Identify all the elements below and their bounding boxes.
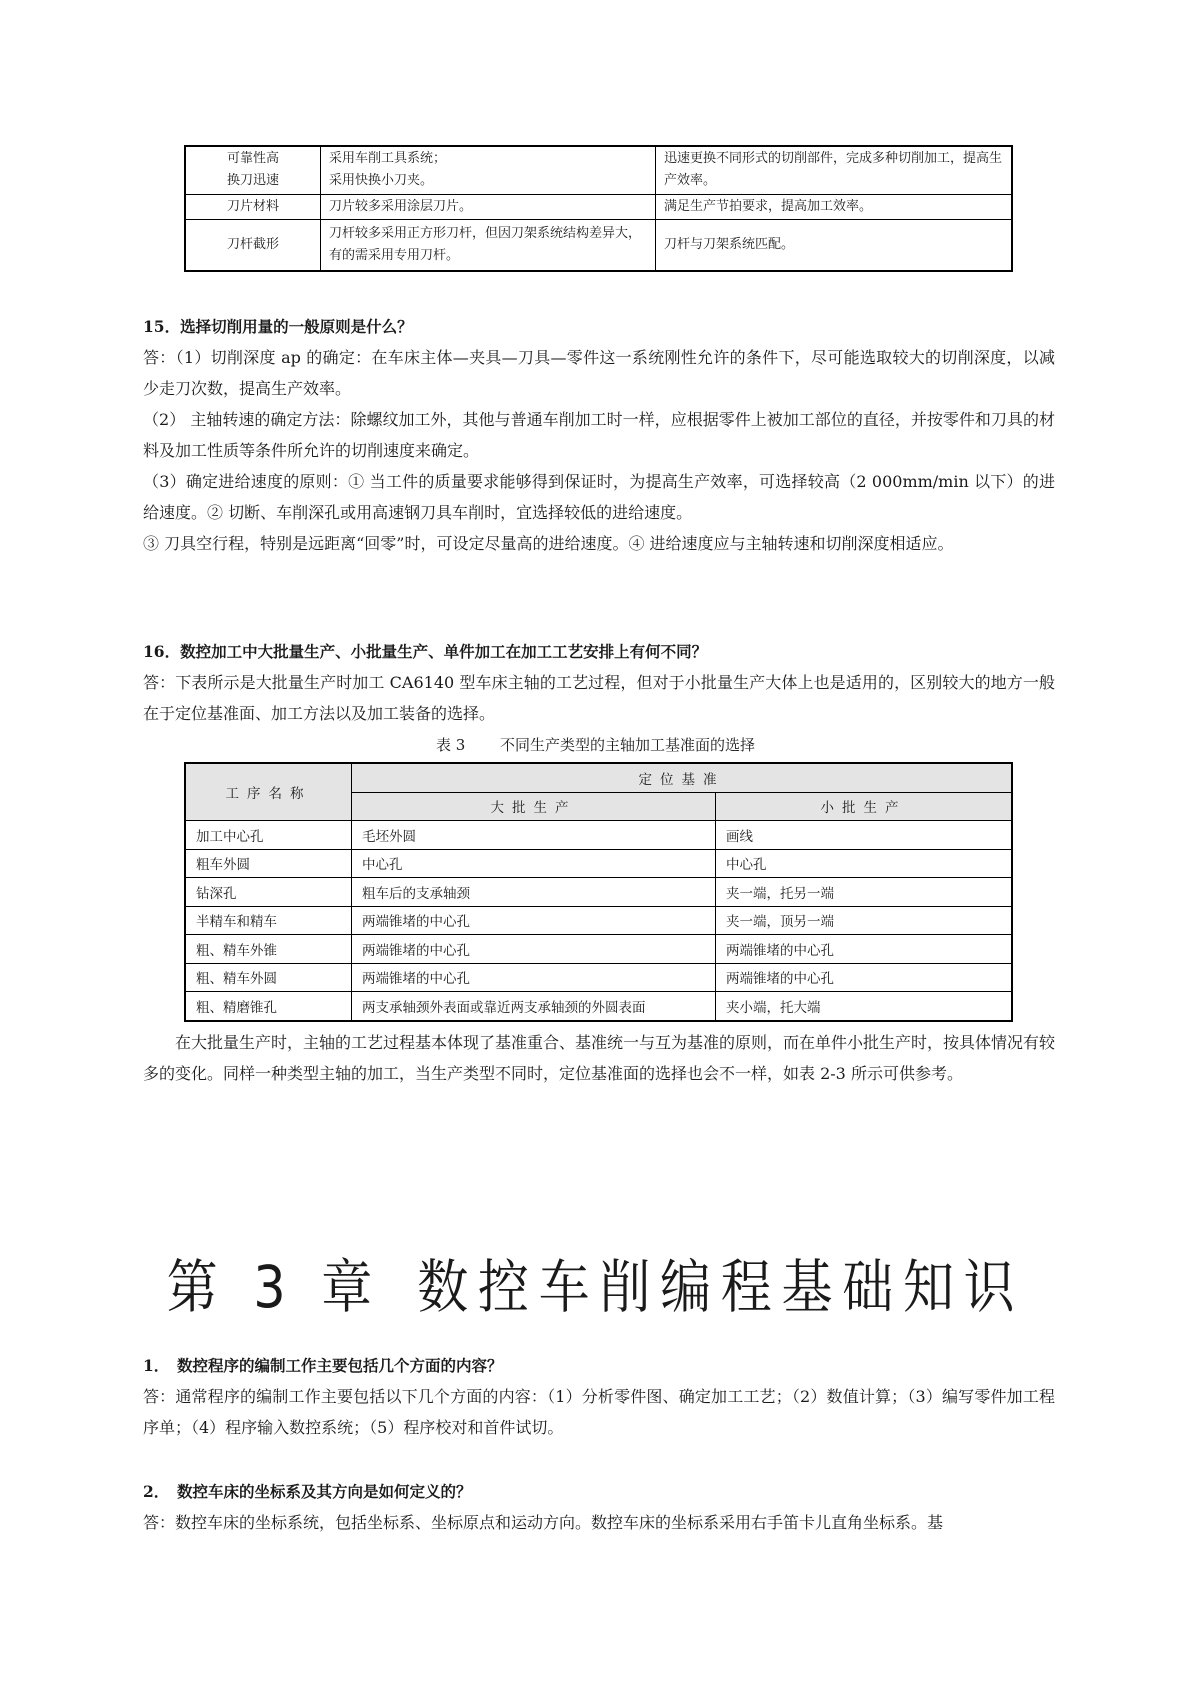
table-caption-number: 表 3 <box>435 736 466 754</box>
table-cell: 加工中心孔 <box>185 821 352 850</box>
table-row <box>185 992 1012 1021</box>
table-cell: 钻深孔 <box>185 878 352 907</box>
table-row <box>185 963 1012 992</box>
table-cell: 粗、精磨锥孔 <box>185 992 352 1021</box>
table-cell: 可靠性高 换刀迅速 <box>185 146 321 194</box>
table-cell: 两支承轴颈外表面或靠近两支承轴颈的外圆表面 <box>352 992 716 1021</box>
table-cell: 采用车削工具系统； 采用快换小刀夹。 <box>321 146 656 194</box>
table-cell: 两端锥堵的中心孔 <box>352 906 716 935</box>
chapter-number: 第 3 章 <box>166 1253 382 1321</box>
table-cell: 夹小端，托大端 <box>716 992 1013 1021</box>
table-cell: 刀片材料 <box>185 194 321 219</box>
table-row <box>185 935 1012 964</box>
question-16 <box>143 636 1055 729</box>
table-cell: 刀杆较多采用正方形刀杆，但因刀架系统结构差异大，有的需采用专用刀杆。 <box>321 219 656 271</box>
answer-paragraph: ③ 刀具空行程，特别是远距离“回零”时，可设定尽量高的进给速度。④ 进给速度应与主轴转速和切削深度相适应。 <box>143 534 954 553</box>
table-cell: 刀片较多采用涂层刀片。 <box>321 194 656 219</box>
table-cell: 毛坯外圆 <box>352 821 716 850</box>
table-cell: 刀杆截形 <box>185 219 321 271</box>
answer-paragraph: 答：（1）切削深度 ap 的确定：在车床主体—夹具—刀具—零件这一系统刚性允许的条件下，尽可能选取较大的切削深度，以减少走刀次数，提高生产效率。 <box>143 348 1055 398</box>
table-caption-title: 不同生产类型的主轴加工基准面的选择 <box>500 736 756 754</box>
table-cell: 粗、精车外圆 <box>185 963 352 992</box>
table-row <box>185 146 1012 194</box>
table-cell: 粗车后的支承轴颈 <box>352 878 716 907</box>
table-row <box>185 849 1012 878</box>
chapter3-question-2 <box>143 1476 1055 1538</box>
table-cell: 两端锥堵的中心孔 <box>352 935 716 964</box>
header-large-batch: 大批生产 <box>352 792 716 821</box>
answer-paragraph: （3）确定进给速度的原则：① 当工件的质量要求能够得到保证时，为提高生产效率，可选择较高（2 000mm/min 以下）的进给速度。② 切断、车削深孔或用高速钢刀具车削时，宜选择较低的进给速度。 <box>143 472 1055 522</box>
table-cell: 中心孔 <box>352 849 716 878</box>
table-row <box>185 821 1012 850</box>
answer-paragraph: 答：数控车床的坐标系统，包括坐标系、坐标原点和运动方向。数控车床的坐标系采用右手笛卡儿直角坐标系。基 <box>143 1513 944 1532</box>
table-caption <box>0 734 1191 755</box>
header-datum: 定位基准 <box>352 763 1013 792</box>
table-row <box>185 194 1012 219</box>
table-cell: 两端锥堵的中心孔 <box>352 963 716 992</box>
table-row <box>185 906 1012 935</box>
chapter3-question-1 <box>143 1350 1055 1443</box>
chapter-title: 数控车削编程基础知识 <box>417 1253 1025 1321</box>
chapter-heading <box>71 1240 1119 1324</box>
question-title: 16．数控加工中大批量生产、小批量生产、单件加工在加工工艺安排上有何不同？ <box>143 642 708 661</box>
answer-paragraph: 答：下表所示是大批量生产时加工 CA6140 型车床主轴的工艺过程，但对于小批量生产大体上也是适用的，区别较大的地方一般在于定位基准面、加工方法以及加工装备的选择。 <box>143 673 1055 723</box>
table-cell: 半精车和精车 <box>185 906 352 935</box>
body-paragraph: 在大批量生产时，主轴的工艺过程基本体现了基准重合、基准统一与互为基准的原则，而在单件小批生产时，按具体情况有较多的变化。同样一种类型主轴的加工，当生产类型不同时，定位基准面的选择也会不一样，如表 2-3 所示可供参考。 <box>143 1033 1056 1083</box>
table-cell: 夹一端，托另一端 <box>716 878 1013 907</box>
table-cell: 满足生产节拍要求，提高加工效率。 <box>656 194 1013 219</box>
table-cell: 刀杆与刀架系统匹配。 <box>656 219 1013 271</box>
table-cell: 画线 <box>716 821 1013 850</box>
question-15 <box>143 311 1055 559</box>
tool-features-table <box>184 145 1013 272</box>
table-row <box>185 219 1012 271</box>
question-title: 2． 数控车床的坐标系及其方向是如何定义的？ <box>143 1482 472 1501</box>
table-cell: 粗车外圆 <box>185 849 352 878</box>
question-title: 1． 数控程序的编制工作主要包括几个方面的内容？ <box>143 1356 503 1375</box>
table-cell: 两端锥堵的中心孔 <box>716 963 1013 992</box>
table-cell: 粗、精车外锥 <box>185 935 352 964</box>
table-header-row <box>185 763 1012 792</box>
datum-selection-table <box>184 762 1013 1022</box>
table-cell: 迅速更换不同形式的切削部件，完成多种切削加工，提高生产效率。 <box>656 146 1013 194</box>
after-table-text <box>143 1027 1055 1089</box>
answer-paragraph: （2） 主轴转速的确定方法：除螺纹加工外，其他与普通车削加工时一样，应根据零件上被加工部位的直径，并按零件和刀具的材料及加工性质等条件所允许的切削速度来确定。 <box>143 410 1055 460</box>
table-cell: 两端锥堵的中心孔 <box>716 935 1013 964</box>
table-cell: 夹一端，顶另一端 <box>716 906 1013 935</box>
table-row <box>185 878 1012 907</box>
answer-paragraph: 答：通常程序的编制工作主要包括以下几个方面的内容：（1）分析零件图、确定加工工艺；（2）数值计算；（3）编写零件加工程序单；（4）程序输入数控系统；（5）程序校对和首件试切。 <box>143 1387 1055 1437</box>
question-title: 15．选择切削用量的一般原则是什么？ <box>143 317 413 336</box>
header-process: 工序名称 <box>185 763 352 821</box>
table-cell: 中心孔 <box>716 849 1013 878</box>
header-small-batch: 小批生产 <box>716 792 1013 821</box>
